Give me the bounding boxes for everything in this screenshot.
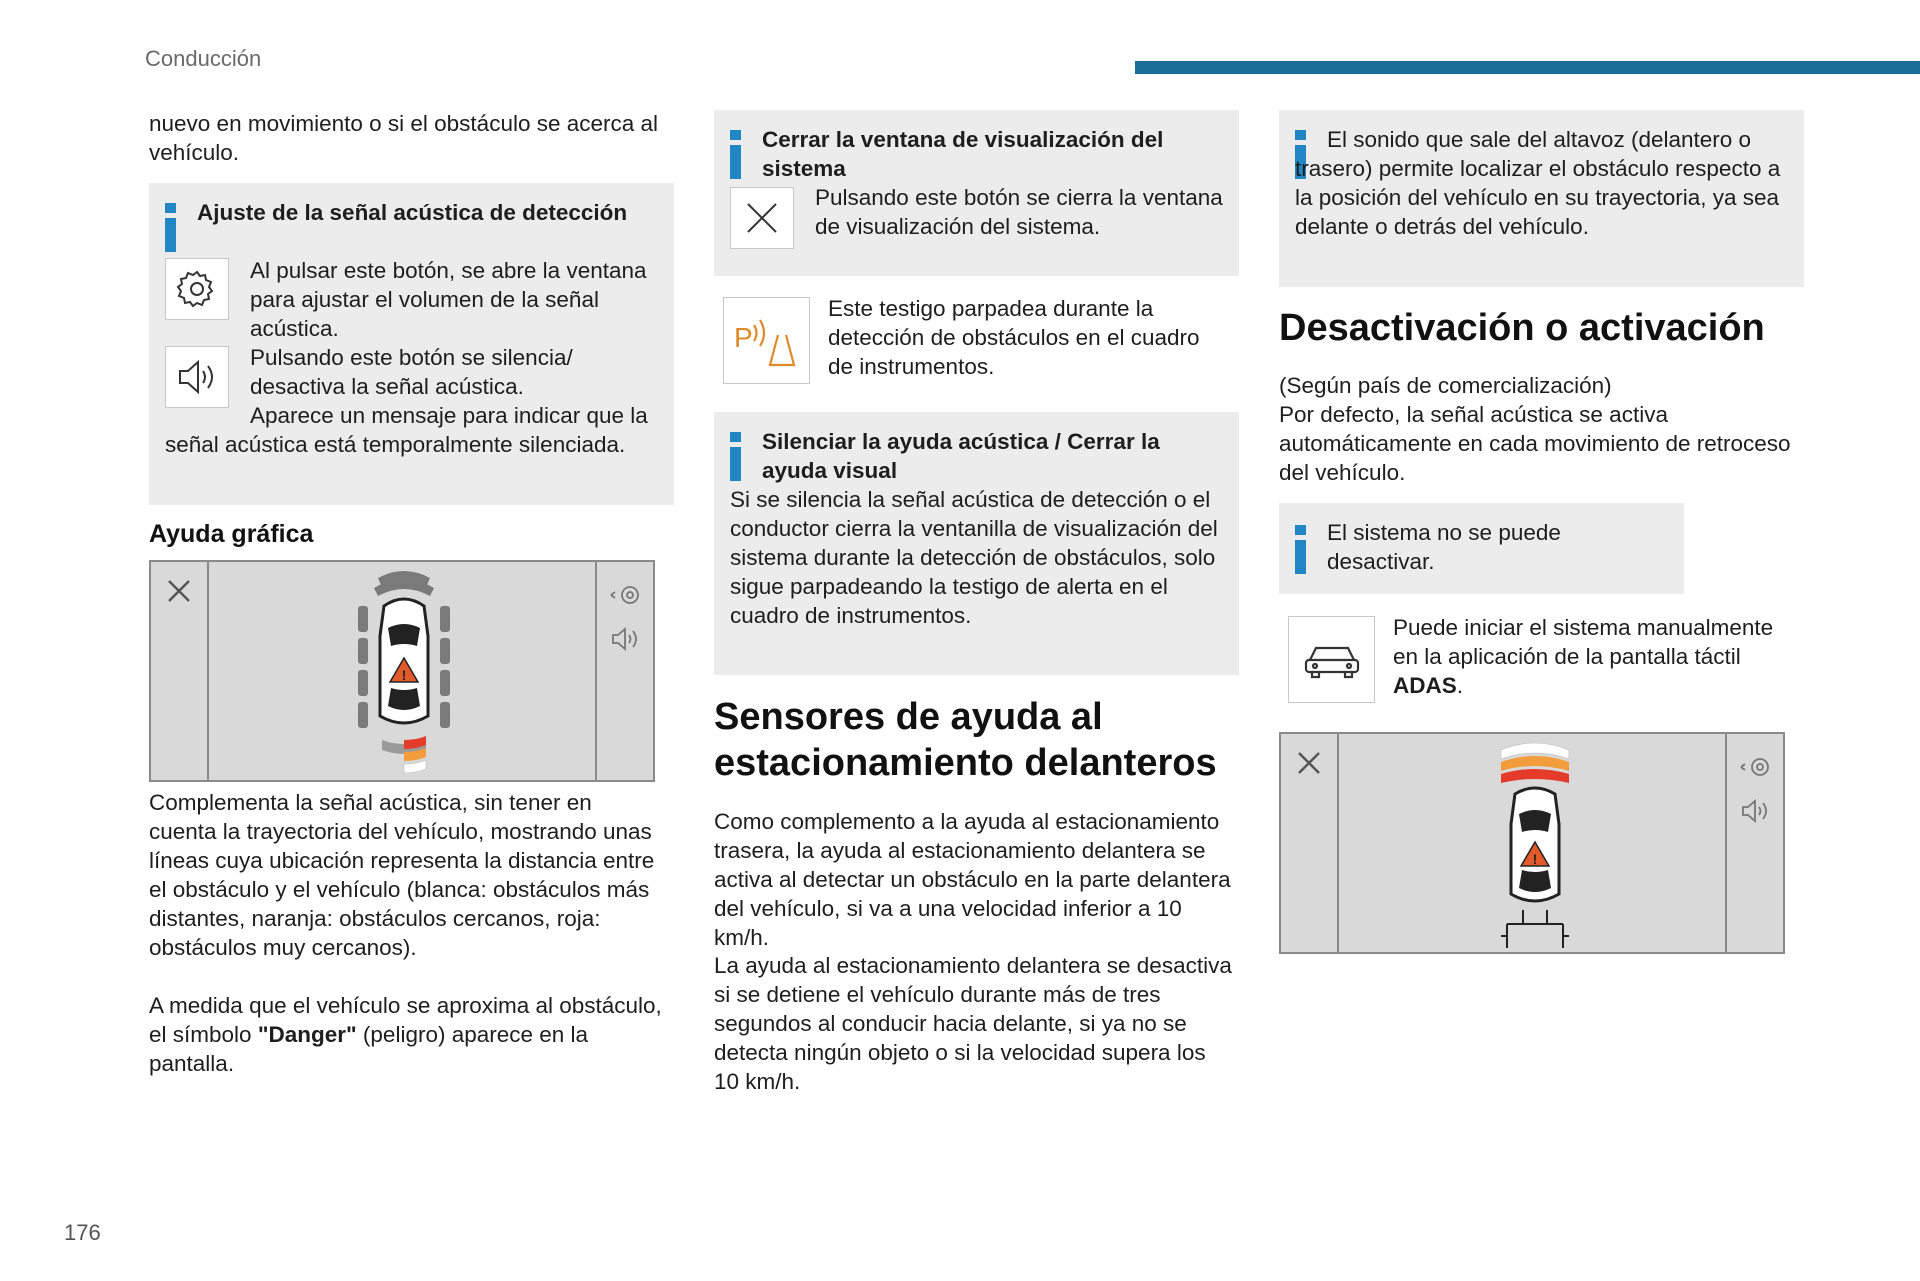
gear-description: Al pulsar este botón, se abre la ventana para ajustar el volumen de la señal acústica.	[250, 258, 647, 341]
close-icon	[1295, 749, 1323, 777]
front-sensor-car-diagram	[1495, 738, 1575, 952]
front-graphic-screen	[1279, 732, 1785, 954]
col1-para2: A medida que el vehículo se aproxima al obstáculo, el símbolo "Danger" (peligro) aparece en la pantalla.	[149, 993, 662, 1076]
ayuda-grafica-heading: Ayuda gráfica	[149, 520, 314, 548]
header-accent-bar	[1135, 61, 1920, 74]
silenced-message-description: Aparece un mensaje para indicar que la señal acústica está temporalmente silenciada.	[165, 403, 648, 457]
page-number: 176	[64, 1220, 101, 1245]
info-box-acoustic-settings	[149, 183, 674, 505]
col2-para1: Como complemento a la ayuda al estacionamiento trasera, la ayuda al estacionamiento delantera se activa al detectar un obstáculo en la parte delantera del vehículo, si va a una velocidad inferior a 10 km/h.	[714, 809, 1231, 950]
info-box-speaker-location	[1279, 110, 1804, 287]
car-icon	[1288, 616, 1375, 703]
deactivation-heading: Desactivación o activación	[1279, 307, 1765, 349]
col1-para1: Complementa la señal acústica, sin tener en cuenta la trayectoria del vehículo, mostrando unas líneas cuya ubicación representa la distancia entre el obstáculo y el vehículo (blanca: obstáculos más distantes, naranja: obstáculos cercanos, roja: obstáculos muy cercanos).	[149, 790, 655, 960]
screen-right-pane	[595, 562, 653, 780]
svg-text:P: P	[733, 321, 753, 353]
speaker-icon	[1739, 796, 1773, 826]
rear-sensor-car-diagram	[356, 566, 452, 776]
adas-description: Puede iniciar el sistema manualmente en la aplicación de la pantalla táctil ADAS.	[1393, 615, 1774, 698]
gear-icon	[1739, 752, 1773, 782]
svg-text:!: !	[1532, 851, 1538, 867]
speaker-description: Pulsando este botón se silencia/ desactiva la señal acústica.	[250, 345, 573, 399]
col3-para2: Por defecto, la señal acústica se activa automáticamente en cada movimiento de retroceso del vehículo.	[1279, 402, 1791, 485]
info-icon	[165, 203, 176, 252]
info-box-cannot-deactivate	[1279, 503, 1684, 594]
info-box-title: Ajuste de la señal acústica de detección	[197, 200, 628, 225]
info-box-title: Cerrar la ventana de visualización del sistema	[762, 127, 1164, 181]
cannot-deactivate-text: El sistema no se puede desactivar.	[1327, 520, 1561, 574]
close-icon	[165, 577, 193, 605]
rear-graphic-screen	[149, 560, 655, 782]
info-box-close-window	[714, 110, 1239, 276]
speaker-location-description: El sonido que sale del altavoz (delantero o trasero) permite localizar el obstáculo respecto a la posición del vehículo en su trayectoria, ya sea delante o detrás del vehículo.	[1295, 127, 1781, 239]
close-icon	[730, 187, 794, 249]
screen-left-pane	[1281, 734, 1339, 952]
gear-icon	[165, 258, 229, 320]
speaker-icon	[609, 624, 643, 654]
close-description: Pulsando este botón se cierra la ventana de visualización del sistema.	[815, 185, 1223, 239]
info-icon	[730, 432, 741, 481]
parking-sensor-warning-icon	[723, 297, 810, 384]
info-box-silence-visual	[714, 412, 1239, 675]
col2-para2: La ayuda al estacionamiento delantera se desactiva si se detiene el vehículo durante más de tres segundos al conducir hacia delante, si ya no se detecta ningún objeto o si la velocidad supera los 10 km/h.	[714, 953, 1232, 1094]
info-icon	[730, 130, 741, 179]
screen-left-pane	[151, 562, 209, 780]
svg-text:!: !	[401, 667, 407, 683]
screen-right-pane	[1725, 734, 1783, 952]
country-note: (Según país de comercialización)	[1279, 373, 1612, 398]
gear-icon	[609, 580, 643, 610]
info-icon	[1295, 525, 1306, 574]
warning-light-description: Este testigo parpadea durante la detección de obstáculos en el cuadro de instrumentos.	[828, 296, 1200, 379]
front-sensors-heading: Sensores de ayuda al estacionamiento delanteros	[714, 696, 1217, 784]
col1-intro: nuevo en movimiento o si el obstáculo se acerca al vehículo.	[149, 111, 659, 165]
silence-visual-description: Si se silencia la señal acústica de detección o el conductor cierra la ventanilla de visualización del sistema durante la detección de obstáculos, solo sigue parpadeando la testigo de alerta en el cuadro de instrumentos.	[730, 487, 1218, 628]
speaker-icon	[165, 346, 229, 408]
info-box-title: Silenciar la ayuda acústica / Cerrar la ayuda visual	[762, 429, 1160, 483]
section-label: Conducción	[145, 46, 262, 71]
